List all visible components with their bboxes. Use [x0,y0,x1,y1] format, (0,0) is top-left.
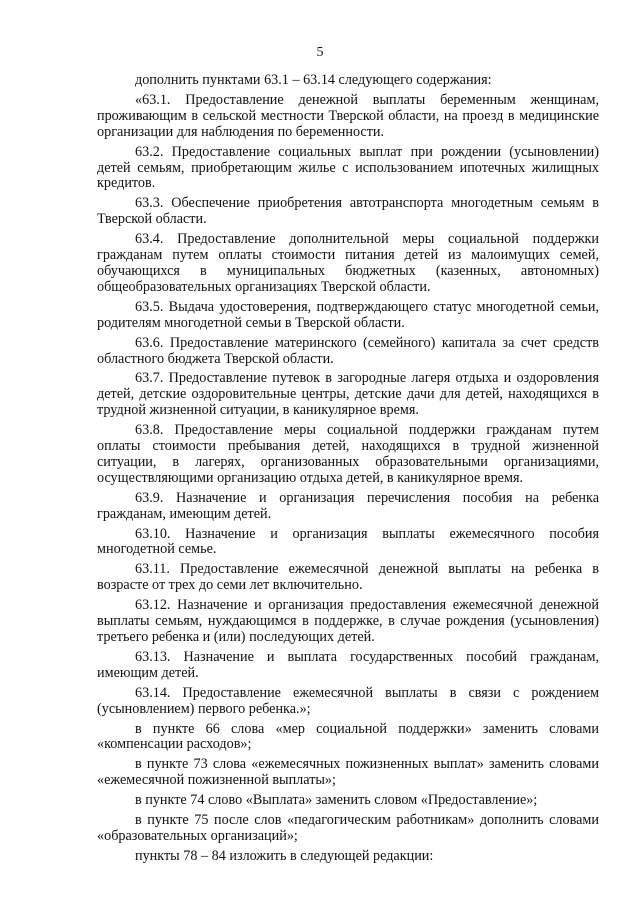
paragraph-63-9: 63.9. Назначение и организация перечисления пособия на ребенка гражданам, имеющим детей. [97,489,599,522]
paragraph-63-13: 63.13. Назначение и выплата государственных пособий гражданам, имеющим детей. [97,648,599,681]
paragraph-item-73: в пункте 73 слова «ежемесячных пожизненных выплат» заменить словами «ежемесячной пожизненной выплаты»; [97,756,599,789]
paragraph-item-66: в пункте 66 слова «мер социальной поддержки» заменить словами «компенсации расходов»; [97,720,599,753]
paragraph-intro: дополнить пунктами 63.1 – 63.14 следующего содержания: [135,72,492,88]
paragraph-item-74: в пункте 74 слово «Выплата» заменить словом «Предоставление»; [135,792,538,809]
paragraph-63-1: «63.1. Предоставление денежной выплаты беременным женщинам, проживающим в сельской местности Тверской области, на проезд в медицинские организации для наблюдения по беременности. [97,91,599,140]
page-number: 5 [316,45,324,60]
paragraph-63-12: 63.12. Назначение и организация предоставления ежемесячной денежной выплаты семьям, нуждающимся в поддержке, в случае рождения (усыновления) третьего ребенка и (или) последующих детей. [97,597,599,645]
paragraph-63-5: 63.5. Выдача удостоверения, подтверждающего статус многодетной семьи, родителям многодетной семьи в Тверской области. [97,298,599,331]
paragraph-63-11: 63.11. Предоставление ежемесячной денежной выплаты на ребенка в возрасте от трех до семи лет включительно. [97,561,599,594]
paragraph-63-3: 63.3. Обеспечение приобретения автотранспорта многодетным семьям в Тверской области. [97,195,599,228]
paragraph-item-75: в пункте 75 после слов «педагогическим работникам» дополнить словами «образовательных организаций»; [97,812,599,844]
paragraph-63-7: 63.7. Предоставление путевок в загородные лагеря отдыха и оздоровления детей, детские оздоровительные центры, детские дачи для детей, находящихся в трудной жизненной ситуации, в каникулярное время. [97,370,599,419]
paragraph-63-4: 63.4. Предоставление дополнительной меры социальной поддержки гражданам путем оплаты стоимости питания детей из малоимущих семей, обучающихся в муниципальных бюджетных (казенных, автономных) общеобразовательных организациях Тверской области. [97,231,599,295]
paragraph-63-14: 63.14. Предоставление ежемесячной выплаты в связи с рождением (усыновлением) первого ребенка.»; [97,684,599,717]
paragraph-63-8: 63.8. Предоставление меры социальной поддержки гражданам путем оплаты стоимости пребывания детей, находящихся в трудной жизненной ситуации, в лагерях, организованных образовательными организациями, осуществляющими организацию отдыха детей, в каникулярное время. [97,422,599,486]
paragraph-63-6: 63.6. Предоставление материнского (семейного) капитала за счет средств областного бюджета Тверской области. [97,334,599,367]
document-body [97,73,599,865]
paragraph-63-10: 63.10. Назначение и организация выплаты ежемесячного пособия многодетной семье. [97,525,599,558]
paragraph-63-2: 63.2. Предоставление социальных выплат при рождении (усыновлении) детей семьям, приобретающим жилье с использованием ипотечных жилищных кредитов. [97,143,599,192]
paragraph-items-78-84: пункты 78 – 84 изложить в следующей редакции: [135,847,434,864]
